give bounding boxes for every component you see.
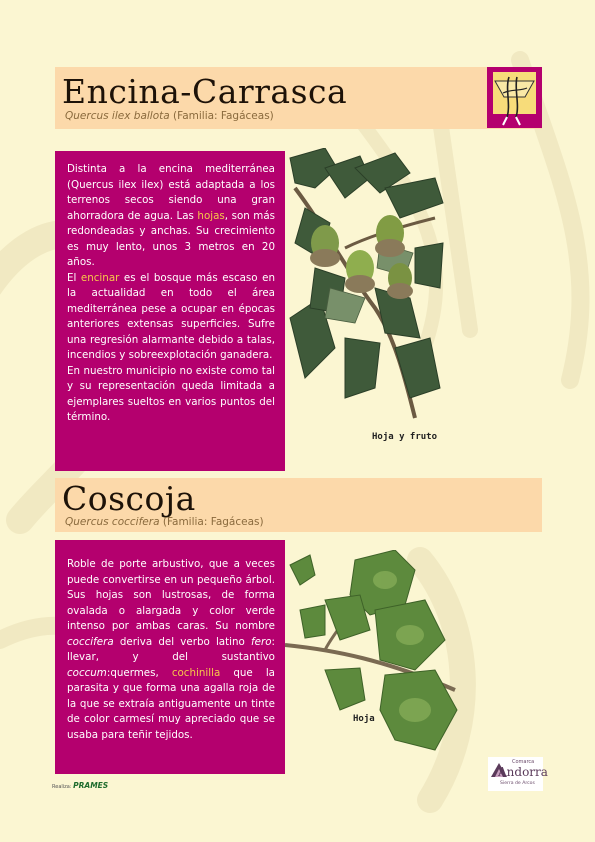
section2-scientific-name: Quercus coccifera xyxy=(65,516,160,528)
body-text: , son más redondeadas y anchas. Su crecimiento es muy lento, unos 3 metros en 20 años. xyxy=(67,209,275,268)
body-text: es el bosque más escaso en la actualidad en todo el área mediterránea pese a ocupar en épocas anteriores extensas superficies. Sufre una regresión alarmante debido a talas, incendios y sobreexplotación ganadera. xyxy=(67,271,275,361)
holm-oak-leaves-acorns-image xyxy=(285,148,445,423)
section1-scientific-name: Quercus ilex ballota xyxy=(65,110,170,122)
section2-image-caption: Hoja xyxy=(353,714,375,724)
body-text: Distinta a la encina mediterránea (Quercus ilex ilex) está adaptada a los terrenos secos siendo una gran ahorradora de agua. Las xyxy=(67,163,275,222)
comarca-logo xyxy=(488,757,548,791)
comarca-line1: Comarca xyxy=(512,759,535,765)
footer-made-by xyxy=(52,781,108,790)
italic-term: coccifera xyxy=(67,635,114,648)
section2-title: Coscoja xyxy=(62,479,196,518)
section1-family: (Familia: Fagáceas) xyxy=(173,110,274,122)
section2-text-box xyxy=(55,540,285,774)
section1-image-caption: Hoja y fruto xyxy=(372,432,438,442)
section1-body xyxy=(67,162,275,426)
comarca-line2: Sierra de Arcos xyxy=(500,781,535,786)
italic-term: fero xyxy=(251,635,272,648)
highlighted-term: cochinilla xyxy=(171,666,221,679)
kermes-oak-leaves-image xyxy=(285,550,460,755)
section1-text-box xyxy=(55,151,285,471)
body-text: deriva del verbo latino xyxy=(113,635,252,648)
italic-term: coccum xyxy=(67,666,107,679)
body-text: El xyxy=(67,271,81,284)
made-by-label: Realiza: xyxy=(52,784,72,790)
highlighted-term: hojas xyxy=(197,209,225,222)
section1-scientific-line xyxy=(65,110,274,122)
section2-scientific-line xyxy=(65,516,264,528)
body-text: : llevar, y del sustantivo xyxy=(67,635,275,663)
body-text: En nuestro municipio no existe como tal y su representación queda limitada a ejemplares sueltos en varios puntos del término. xyxy=(67,364,275,423)
body-text: Roble de porte arbustivo, que a veces puede convertirse en un pequeño árbol. Sus hojas son lustrosas, de forma ovalada o alargada y color verde intenso por ambas caras. Su nombre xyxy=(67,558,275,632)
body-text: :quermes, xyxy=(106,666,172,679)
section1-title: Encina-Carrasca xyxy=(62,72,348,111)
brand-logo xyxy=(487,67,542,128)
highlighted-term: encinar xyxy=(80,271,120,284)
comarca-name: Andorra xyxy=(498,765,548,779)
section2-body xyxy=(67,557,275,743)
prames-logo: PRAMES xyxy=(73,781,109,790)
section2-family: (Familia: Fagáceas) xyxy=(162,516,264,528)
body-text: que la parasita y que forma una agalla roja de la que se extraía antiguamente un tinte de color carmesí muy apreciado que se usaba para teñir tejidos. xyxy=(67,666,275,741)
